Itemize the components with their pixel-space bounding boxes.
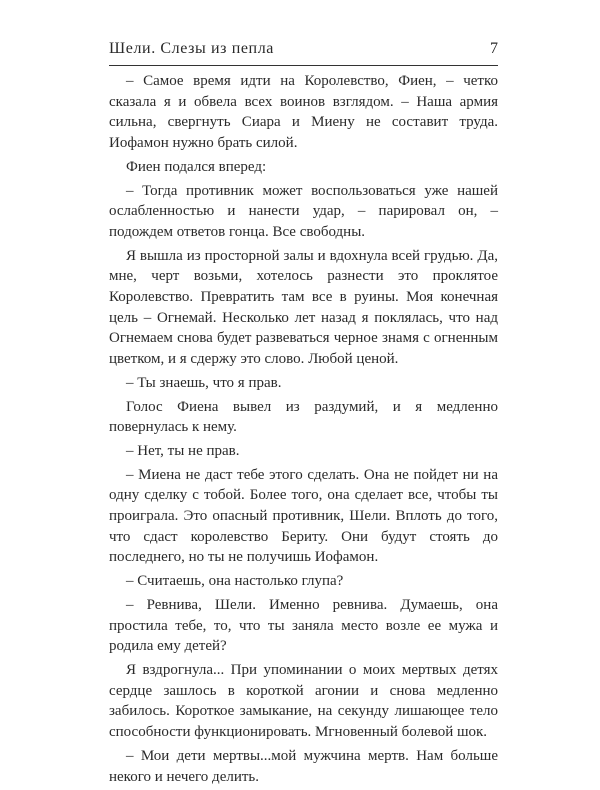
paragraph: – Ревнива, Шели. Именно ревнива. Думаешь, она простила тебе, то, что ты заняла место возле ее мужа и родила ему детей? [109,596,498,655]
paragraph: Я вышла из просторной залы и вдохнула всей грудью. Да, мне, черт возьми, хотелось разнести это проклятое Королевство. Превратить там все в руины. Моя конечная цель – Огнемай. Несколько лет назад я поклялась, что над Огнемаем снова будет развеваться черное знамя с огненным цветком, и я сдержу это слово. Любой ценой. [109,247,498,368]
paragraph: – Миена не даст тебе этого сделать. Она не пойдет ни на одну сделку с тобой. Более того, она сделает все, чтобы ты проиграла. Это опасный противник, Шели. Вплоть до того, что сдаст королевство Бериту. Они будут стоять до последнего, но ты не получишь Иофамон. [109,466,498,566]
paragraph: – Ты знаешь, что я прав. [126,374,282,391]
paragraph: Голос Фиена вывел из раздумий, и я медленно повернулась к нему. [109,398,498,436]
paragraph: – Тогда противник может воспользоваться уже нашей ослабленностью и нанести удар, – парировал он, – подождем ответов гонца. Все свободны. [109,182,498,240]
page-number: 7 [490,40,498,57]
paragraph: Я вздрогнула... При упоминании о моих мертвых детях сердце зашлось в короткой агонии и снова медленно забилось. Короткое замыкание, на секунду лишающее тело способности функционировать. Мгновенный болевой шок. [109,661,498,741]
paragraph: – Мои дети мертвы...мой мужчина мертв. Нам больше некого и нечего делить. [109,747,498,785]
paragraph: – Считаешь, она настолько глупа? [126,573,344,590]
paragraph: – Самое время идти на Королевство, Фиен, – четко сказала я и обвела всех воинов взглядом. – Наша армия сильна, свергнуть Сиара и Миену не составит труда. Иофамон нужно брать силой. [109,73,498,152]
paragraph: Фиен подался вперед: [126,158,267,175]
running-header [109,38,498,64]
body-text [109,71,498,790]
paragraph: – Нет, ты не прав. [126,442,240,459]
book-title: Шели. Слезы из пепла [109,40,275,57]
header-rule [109,65,498,66]
